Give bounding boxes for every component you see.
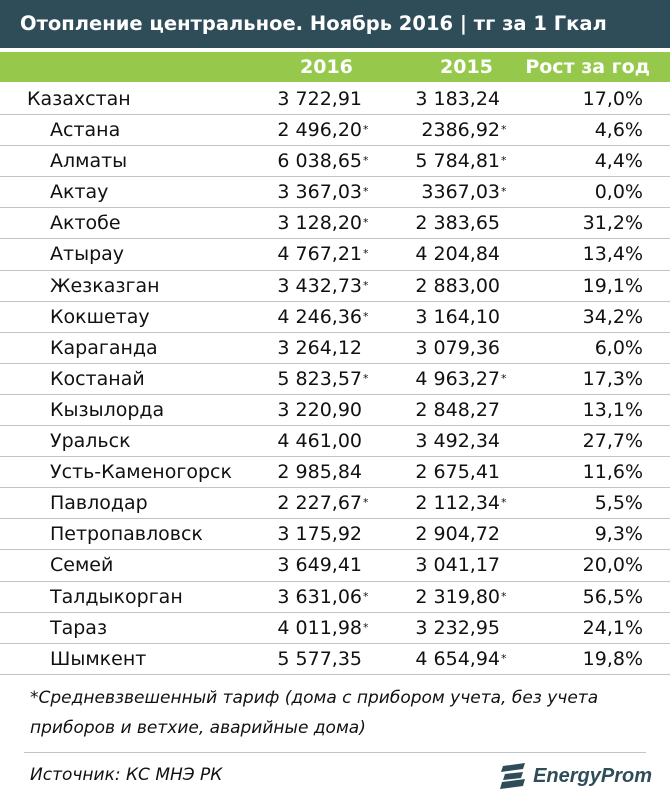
value-2015-cell bbox=[415, 644, 508, 674]
value-2016-cell bbox=[277, 271, 370, 301]
asterisk: * bbox=[363, 620, 369, 634]
growth-value: 4,4% bbox=[594, 150, 643, 173]
growth-value: 5,5% bbox=[594, 492, 643, 515]
growth-value: 24,1% bbox=[582, 616, 643, 639]
value-2015: 2386,92 bbox=[421, 119, 500, 142]
value-2016-cell bbox=[277, 582, 370, 612]
value-2015-cell bbox=[421, 177, 508, 207]
table-row bbox=[0, 239, 670, 270]
value-2015-cell bbox=[415, 519, 508, 549]
value-2015: 3 041,17 bbox=[415, 554, 500, 577]
city-name: Астана bbox=[50, 119, 121, 142]
value-2016-cell bbox=[277, 115, 370, 145]
energyprom-logo bbox=[499, 758, 652, 794]
value-2016: 4 246,36 bbox=[277, 305, 362, 328]
value-2016: 3 649,41 bbox=[277, 554, 362, 577]
city-name: Актобе bbox=[50, 212, 121, 235]
table-row bbox=[0, 582, 670, 613]
value-2016: 6 038,65 bbox=[277, 150, 362, 173]
value-2015-cell bbox=[415, 239, 508, 269]
value-2016: 4 461,00 bbox=[277, 430, 362, 453]
value-2016-cell bbox=[277, 208, 370, 238]
asterisk: * bbox=[501, 123, 507, 137]
column-header-2015: 2015 bbox=[440, 56, 493, 78]
asterisk: * bbox=[363, 589, 369, 603]
value-2016-cell bbox=[277, 457, 370, 487]
growth-value: 6,0% bbox=[594, 336, 643, 359]
growth-value: 11,6% bbox=[582, 461, 643, 484]
value-2016-cell bbox=[277, 488, 370, 518]
value-2016: 3 631,06 bbox=[277, 585, 362, 608]
value-2015: 3 183,24 bbox=[415, 88, 500, 110]
value-2015: 3 164,10 bbox=[415, 305, 500, 328]
column-header-growth: Рост за год bbox=[525, 56, 650, 78]
value-2016-cell bbox=[277, 239, 370, 269]
asterisk: * bbox=[363, 247, 369, 261]
value-2016-cell bbox=[277, 550, 370, 580]
footer-divider bbox=[24, 752, 646, 753]
city-name: Кызылорда bbox=[50, 398, 165, 421]
value-2016-cell bbox=[277, 364, 370, 394]
value-2016: 3 175,92 bbox=[277, 523, 362, 546]
asterisk: * bbox=[363, 216, 369, 230]
value-2015: 2 319,80 bbox=[415, 585, 500, 608]
city-name: Петропавловск bbox=[50, 523, 203, 546]
value-2015-cell bbox=[415, 146, 508, 176]
value-2016-cell bbox=[277, 644, 370, 674]
value-2015-cell bbox=[415, 271, 508, 301]
city-name: Семей bbox=[50, 554, 114, 577]
asterisk: * bbox=[363, 185, 369, 199]
value-2015-cell bbox=[415, 426, 508, 456]
table-row bbox=[0, 115, 670, 146]
value-2016: 5 577,35 bbox=[277, 647, 362, 670]
value-2015-cell bbox=[415, 333, 508, 363]
city-name: Караганда bbox=[50, 336, 158, 359]
value-2015-cell bbox=[421, 115, 508, 145]
asterisk: * bbox=[363, 309, 369, 323]
value-2015: 2 848,27 bbox=[415, 398, 500, 421]
growth-value: 34,2% bbox=[582, 305, 643, 328]
growth-value: 56,5% bbox=[582, 585, 643, 608]
value-2015: 2 883,00 bbox=[415, 274, 500, 297]
value-2016: 4 767,21 bbox=[277, 243, 362, 266]
growth-value: 9,3% bbox=[594, 523, 643, 546]
city-name: Тараз bbox=[50, 616, 108, 639]
growth-value: 27,7% bbox=[582, 430, 643, 453]
value-2015: 4 654,94 bbox=[415, 647, 500, 670]
value-2015: 2 675,41 bbox=[415, 461, 500, 484]
energyprom-logo-icon bbox=[499, 760, 529, 792]
asterisk: * bbox=[363, 154, 369, 168]
source-note: Источник: КС МНЭ РК bbox=[30, 765, 223, 785]
city-name: Жезказган bbox=[50, 274, 160, 297]
city-name: Павлодар bbox=[50, 492, 148, 515]
growth-value: 17,3% bbox=[582, 367, 643, 390]
value-2016: 4 011,98 bbox=[277, 616, 362, 639]
asterisk: * bbox=[501, 589, 507, 603]
city-name: Актау bbox=[50, 181, 109, 204]
city-name: Уральск bbox=[50, 430, 131, 453]
value-2016: 2 227,67 bbox=[277, 492, 362, 515]
value-2016-cell bbox=[277, 519, 370, 549]
asterisk: * bbox=[501, 185, 507, 199]
table-row bbox=[0, 550, 670, 581]
logo-text: EnergyProm bbox=[533, 764, 652, 787]
value-2015: 3 492,34 bbox=[415, 430, 500, 453]
table-row bbox=[0, 177, 670, 208]
table-title: Отопление центральное. Ноябрь 2016 | тг за 1 Гкал bbox=[0, 0, 670, 48]
value-2015: 2 112,34 bbox=[415, 492, 500, 515]
table-row bbox=[0, 613, 670, 644]
city-name: Алматы bbox=[50, 150, 128, 173]
column-header-row bbox=[0, 52, 670, 82]
value-2015-cell bbox=[415, 488, 508, 518]
asterisk: * bbox=[363, 278, 369, 292]
value-2015-cell bbox=[415, 208, 508, 238]
value-2016: 3 432,73 bbox=[277, 274, 362, 297]
value-2015-cell bbox=[415, 395, 508, 425]
table-row bbox=[0, 302, 670, 333]
growth-value: 0,0% bbox=[594, 181, 643, 204]
city-name: Шымкент bbox=[50, 647, 147, 670]
value-2016: 5 823,57 bbox=[277, 367, 362, 390]
value-2015-cell bbox=[415, 582, 508, 612]
value-2015-cell bbox=[415, 550, 508, 580]
city-name: Усть-Каменогорск bbox=[50, 461, 232, 484]
value-2016: 3 367,03 bbox=[277, 181, 362, 204]
growth-value: 31,2% bbox=[582, 212, 643, 235]
footnote: *Средневзвешенный тариф (дома с прибором учета, без учета приборов и ветхие, аварийные дома) bbox=[30, 688, 599, 738]
growth-value: 19,8% bbox=[582, 647, 643, 670]
value-2016: 3 128,20 bbox=[277, 212, 362, 235]
asterisk: * bbox=[501, 496, 507, 510]
value-2016-cell bbox=[277, 146, 370, 176]
value-2016-cell bbox=[277, 84, 370, 114]
value-2016-cell bbox=[277, 302, 370, 332]
table-row bbox=[0, 457, 670, 488]
value-2016: 2 985,84 bbox=[277, 461, 362, 484]
value-2015: 3367,03 bbox=[421, 181, 500, 204]
value-2015-cell bbox=[415, 84, 508, 114]
table-row bbox=[0, 644, 670, 675]
table-row bbox=[0, 271, 670, 302]
table-row bbox=[0, 426, 670, 457]
value-2015: 3 079,36 bbox=[415, 336, 500, 359]
column-header-2016: 2016 bbox=[300, 56, 353, 78]
value-2015-cell bbox=[415, 302, 508, 332]
value-2015-cell bbox=[415, 364, 508, 394]
asterisk: * bbox=[501, 651, 507, 665]
value-2016-cell bbox=[277, 395, 370, 425]
value-2016-cell bbox=[277, 426, 370, 456]
asterisk: * bbox=[501, 154, 507, 168]
table-row bbox=[0, 519, 670, 550]
value-2015: 2 904,72 bbox=[415, 523, 500, 546]
city-name: Казахстан bbox=[27, 88, 131, 110]
table-row bbox=[0, 364, 670, 395]
city-name: Талдыкорган bbox=[50, 585, 183, 608]
asterisk: * bbox=[363, 371, 369, 385]
table-row bbox=[0, 488, 670, 519]
city-name: Костанай bbox=[50, 367, 145, 390]
value-2015: 4 204,84 bbox=[415, 243, 500, 266]
value-2016-cell bbox=[277, 177, 370, 207]
table-row bbox=[0, 395, 670, 426]
growth-value: 19,1% bbox=[582, 274, 643, 297]
value-2016-cell bbox=[277, 613, 370, 643]
table-row bbox=[0, 146, 670, 177]
value-2015-cell bbox=[415, 457, 508, 487]
value-2016-cell bbox=[277, 333, 370, 363]
growth-value: 13,4% bbox=[582, 243, 643, 266]
value-2016: 2 496,20 bbox=[277, 119, 362, 142]
asterisk: * bbox=[363, 496, 369, 510]
value-2015: 4 963,27 bbox=[415, 367, 500, 390]
asterisk: * bbox=[501, 371, 507, 385]
value-2016: 3 264,12 bbox=[277, 336, 362, 359]
growth-value: 13,1% bbox=[582, 398, 643, 421]
value-2015: 5 784,81 bbox=[415, 150, 500, 173]
value-2015: 2 383,65 bbox=[415, 212, 500, 235]
growth-value: 17,0% bbox=[582, 88, 643, 110]
table-row bbox=[0, 208, 670, 239]
value-2015: 3 232,95 bbox=[415, 616, 500, 639]
value-2015-cell bbox=[415, 613, 508, 643]
growth-value: 4,6% bbox=[594, 119, 643, 142]
value-2016: 3 220,90 bbox=[277, 398, 362, 421]
tariff-table-body bbox=[0, 84, 670, 675]
city-name: Кокшетау bbox=[50, 305, 150, 328]
table-row-total bbox=[0, 84, 670, 115]
table-row bbox=[0, 333, 670, 364]
city-name: Атырау bbox=[50, 243, 125, 266]
asterisk: * bbox=[363, 123, 369, 137]
value-2016: 3 722,91 bbox=[277, 88, 362, 110]
growth-value: 20,0% bbox=[582, 554, 643, 577]
